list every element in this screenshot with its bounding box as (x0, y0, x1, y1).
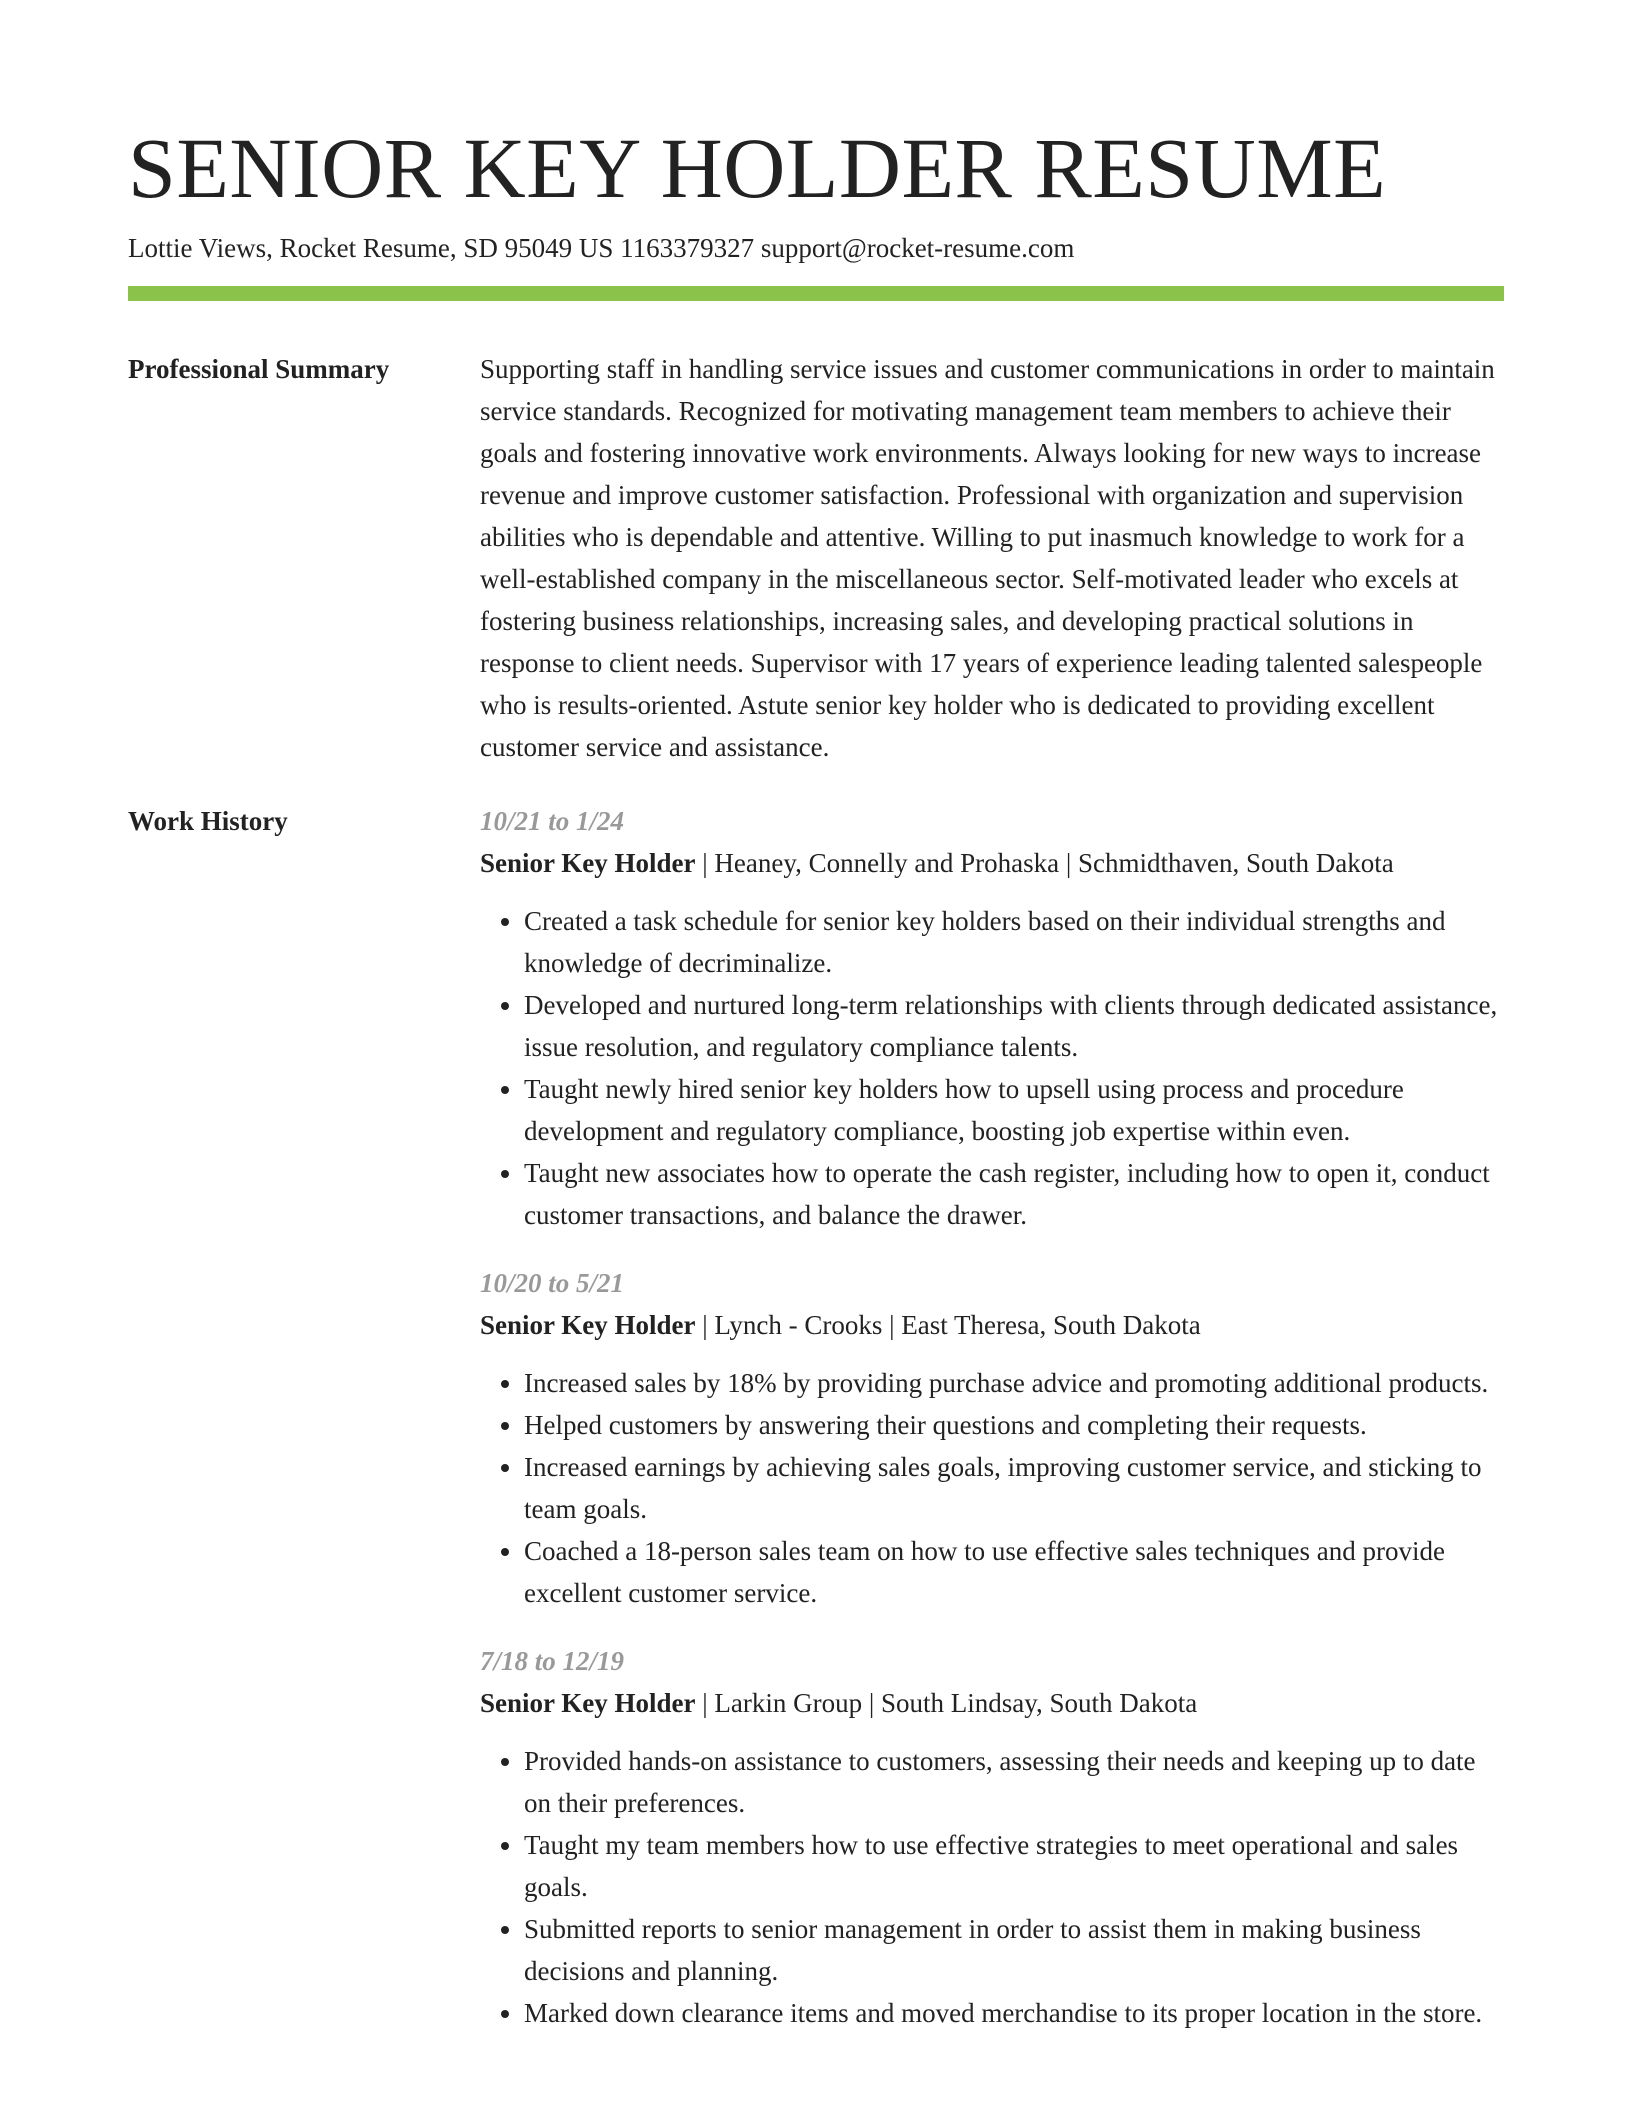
summary-label: Professional Summary (128, 354, 390, 384)
summary-body (480, 348, 1504, 768)
list-item: • Taught my team members how to use effective strategies to meet operational and sales goals. (524, 1824, 1504, 1908)
page-title: SENIOR KEY HOLDER RESUME (128, 120, 1387, 216)
contact-info: Lottie Views, Rocket Resume, SD 95049 US 1163379327 support@rocket-resume.com (128, 233, 1075, 263)
job-bullet-list (480, 900, 1504, 1236)
job-entry (480, 1262, 1504, 1614)
job-title: Senior Key Holder (480, 1310, 696, 1340)
job-heading (480, 1682, 1504, 1724)
job-title: Senior Key Holder (480, 1688, 696, 1718)
job-company-location: | Larkin Group | South Lindsay, South Dakota (695, 1688, 1198, 1718)
list-item: • Increased sales by 18% by providing purchase advice and promoting additional products. (524, 1362, 1504, 1404)
work-history-label: Work History (128, 806, 288, 836)
job-bullet-list (480, 1740, 1504, 2034)
list-item: • Developed and nurtured long-term relationships with clients through dedicated assistance, issue resolution, and regulatory compliance talents. (524, 984, 1504, 1068)
job-company-location: | Heaney, Connelly and Prohaska | Schmidthaven, South Dakota (695, 848, 1394, 878)
list-item: • Submitted reports to senior management in order to assist them in making business decisions and planning. (524, 1908, 1504, 1992)
work-history-body (480, 800, 1504, 2060)
job-heading (480, 842, 1504, 884)
list-item: • Increased earnings by achieving sales goals, improving customer service, and sticking to team goals. (524, 1446, 1504, 1530)
list-item: • Helped customers by answering their questions and completing their requests. (524, 1404, 1504, 1446)
list-item: • Marked down clearance items and moved merchandise to its proper location in the store. (524, 1992, 1504, 2034)
job-heading (480, 1304, 1504, 1346)
job-dates: 7/18 to 12/19 (480, 1646, 625, 1676)
list-item: • Coached a 18-person sales team on how to use effective sales techniques and provide excellent customer service. (524, 1530, 1504, 1614)
list-item: • Taught newly hired senior key holders how to upsell using process and procedure development and regulatory compliance, boosting job expertise within even. (524, 1068, 1504, 1152)
summary-text: Supporting staff in handling service issues and customer communications in order to maintain service standards. Recognized for motivating management team members to achieve their goals and fostering innovative work environments. Always looking for new ways to increase revenue and improve customer satisfaction. Professional with organization and supervision abilities who is dependable and attentive. Willing to put inasmuch knowledge to work for a well-established company in the miscellaneous sector. Self-motivated leader who excels at fostering business relationships, increasing sales, and developing practical solutions in response to client needs. Supervisor with 17 years of experience leading talented salespeople who is results-oriented. Astute senior key holder who is dedicated to providing excellent customer service and assistance. (480, 354, 1495, 762)
accent-divider (128, 286, 1504, 301)
job-dates: 10/20 to 5/21 (480, 1268, 625, 1298)
job-dates: 10/21 to 1/24 (480, 806, 625, 836)
job-company-location: | Lynch - Crooks | East Theresa, South Dakota (695, 1310, 1201, 1340)
job-title: Senior Key Holder (480, 848, 696, 878)
list-item: • Created a task schedule for senior key holders based on their individual strengths and knowledge of decriminalize. (524, 900, 1504, 984)
job-bullet-list (480, 1362, 1504, 1614)
list-item: • Provided hands-on assistance to customers, assessing their needs and keeping up to date on their preferences. (524, 1740, 1504, 1824)
list-item: • Taught new associates how to operate the cash register, including how to open it, conduct customer transactions, and balance the drawer. (524, 1152, 1504, 1236)
job-entry (480, 800, 1504, 1236)
job-entry (480, 1640, 1504, 2034)
